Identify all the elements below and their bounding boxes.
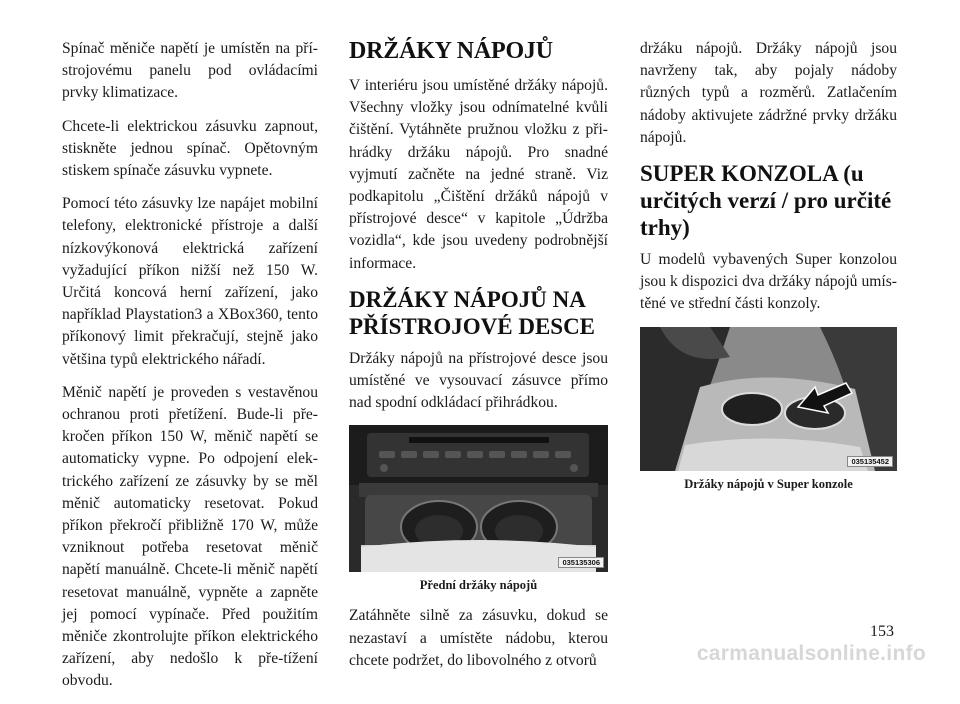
paragraph: Chcete-li elektrickou zásuvku zapnout, stiskněte jednou spínač. Opětovným stiskem spínače zásuvku vypnete. (62, 117, 318, 180)
section-heading: SUPER KONZOLA (u určitých verzí / pro určité trhy) (640, 161, 892, 241)
column-3 (640, 38, 897, 504)
paragraph: Pomocí této zásuvky lze napájet mobilní telefony, elektronické přístroje a další nízkovýkonová elektrická zařízení vyžadující příkon nižší než 150 W. Určitá koncová herní zařízení, jako například Playstation3 a XBox360, tento příkonový limit překračují, stejně jako většina typů elektrického nářadí. (62, 195, 318, 368)
figure-code: 035135452 (847, 456, 893, 467)
paragraph: Držáky nápojů na přístrojové desce jsou umístěné ve vysouvací zásuvce přímo nad spodní odkládací přihrádkou. (349, 349, 608, 412)
section-heading: DRŽÁKY NÁPOJŮ NA PŘÍSTROJOVÉ DESCE (349, 286, 596, 339)
figure-caption: Přední držáky nápojů (419, 578, 538, 593)
paragraph: držáku nápojů. Držáky nápojů jsou navrženy tak, aby pojaly nádoby různých typů a rozměrů. Zatlačením nádoby aktivujete zádržné prvky držáku nápojů. (640, 40, 897, 146)
paragraph: Spínač měniče napětí je umístěn na pří-strojovému panelu pod ovládacími prvky klimatizace. (62, 40, 318, 102)
paragraph: U modelů vybavených Super konzolou jsou k dispozici dva držáky nápojů umís-těné ve střední části konzoly. (640, 251, 897, 313)
page-number: 153 (870, 623, 894, 640)
paragraph: Zatáhněte silně za zásuvku, dokud se nezastaví a umístěte nádobu, kterou chcete podržet, do libovolného z otvorů (349, 607, 608, 669)
watermark: carmanualsonline.info (696, 642, 926, 665)
front-cupholder-photo (349, 425, 608, 572)
figure-caption: Držáky nápojů v Super konzole (684, 476, 853, 491)
column-1 (62, 38, 318, 704)
paragraph: V interiéru jsou umístěné držáky nápojů. Všechny vložky jsou odnímatelné kvůli čištění. Vytáhněte pružnou vložku z při-hrádky držáku nápojů. Pro snadné vyjmutí začněte na jedné straně. Viz podkapitolu „Čištění držáků nápojů v přístrojové desce“ v kapitole „Údržba vozidla“, kde jsou uvedeny podrobnější informace. (349, 77, 608, 272)
super-console-illustration (640, 327, 897, 471)
front-cupholder-illustration (349, 425, 608, 572)
figure-code: 035135306 (558, 557, 604, 568)
section-heading: DRŽÁKY NÁPOJŮ (349, 38, 553, 64)
column-2 (349, 38, 608, 683)
paragraph: Měnič napětí je proveden s vestavěnou ochranou proti přetížení. Bude-li pře-kročen příkon 150 W, měnič napětí se automaticky vypne. Po odpojení elek-trického zařízení ze zásuvky by se měl měnič automaticky resetovat. Pokud příkon překročí přibližně 170 W, může vzniknout potřeba resetovat měnič napětí manuálně. Chcete-li měnič napětí resetovat manuálně, vypněte a zapněte jej pomocí vypínače. Před použitím měniče zkontrolujte příkon elektrického zařízení, aby nedošlo k pře-tížení obvodu. (62, 383, 318, 690)
super-console-cupholder-photo (640, 327, 897, 471)
